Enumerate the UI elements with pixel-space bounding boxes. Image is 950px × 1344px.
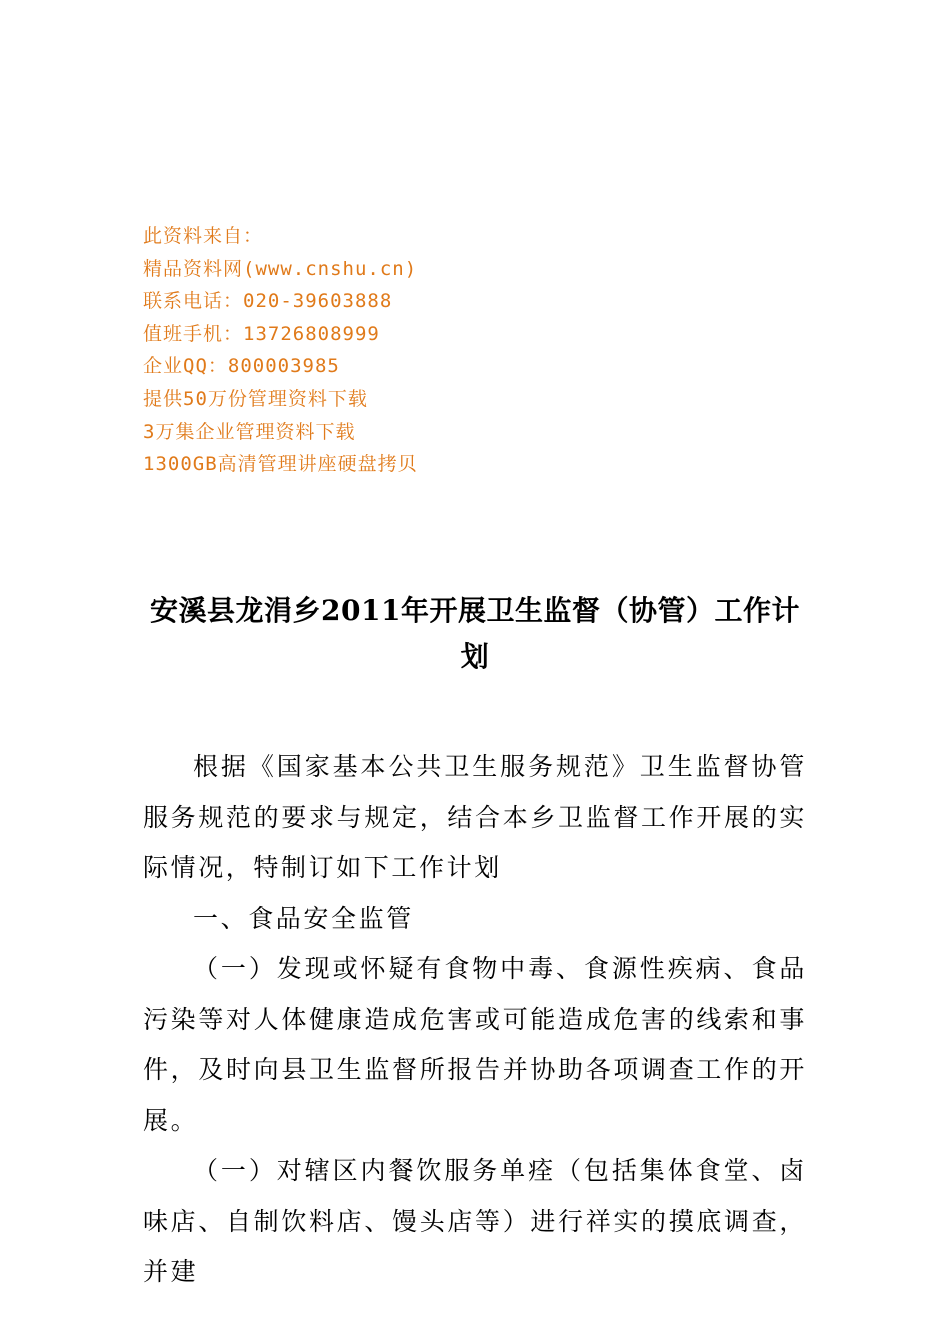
source-line-mobile: 值班手机：13726808999 (143, 322, 380, 345)
list-item-paragraph: （一）发现或怀疑有食物中毒、食源性疾病、食品污染等对人体健康造成危害或可能造成危害的线索和事件，及时向县卫生监督所报告并协助各项调查工作的开展。 (143, 954, 807, 1135)
source-line: 3万集企业管理资料下载 (143, 420, 356, 443)
source-line: 提供50万份管理资料下载 (143, 387, 368, 410)
source-info-block (143, 220, 563, 481)
document-title: 安溪县龙涓乡2011年开展卫生监督（协管）工作计划 (150, 594, 800, 673)
document-body (143, 742, 807, 1298)
source-line: 1300GB高清管理讲座硬盘拷贝 (143, 453, 418, 476)
list-item-paragraph: （一）对辖区内餐饮服务单痊（包括集体食堂、卤味店、自制饮料店、馒头店等）进行祥实的摸底调查，并建 (143, 1156, 807, 1286)
section-heading: 一、食品安全监管 (193, 903, 414, 933)
source-line: 此资料来自： (143, 225, 264, 247)
source-line-website: 精品资料网(www.cnshu.cn) (143, 257, 418, 280)
intro-paragraph: 根据《国家基本公共卫生服务规范》卫生监督协管服务规范的要求与规定，结合本乡卫监督工作开展的实际情况，特制订如下工作计划 (143, 752, 807, 882)
source-line-phone: 联系电话：020-39603888 (143, 290, 393, 313)
source-line-qq: 企业QQ：800003985 (143, 355, 340, 378)
